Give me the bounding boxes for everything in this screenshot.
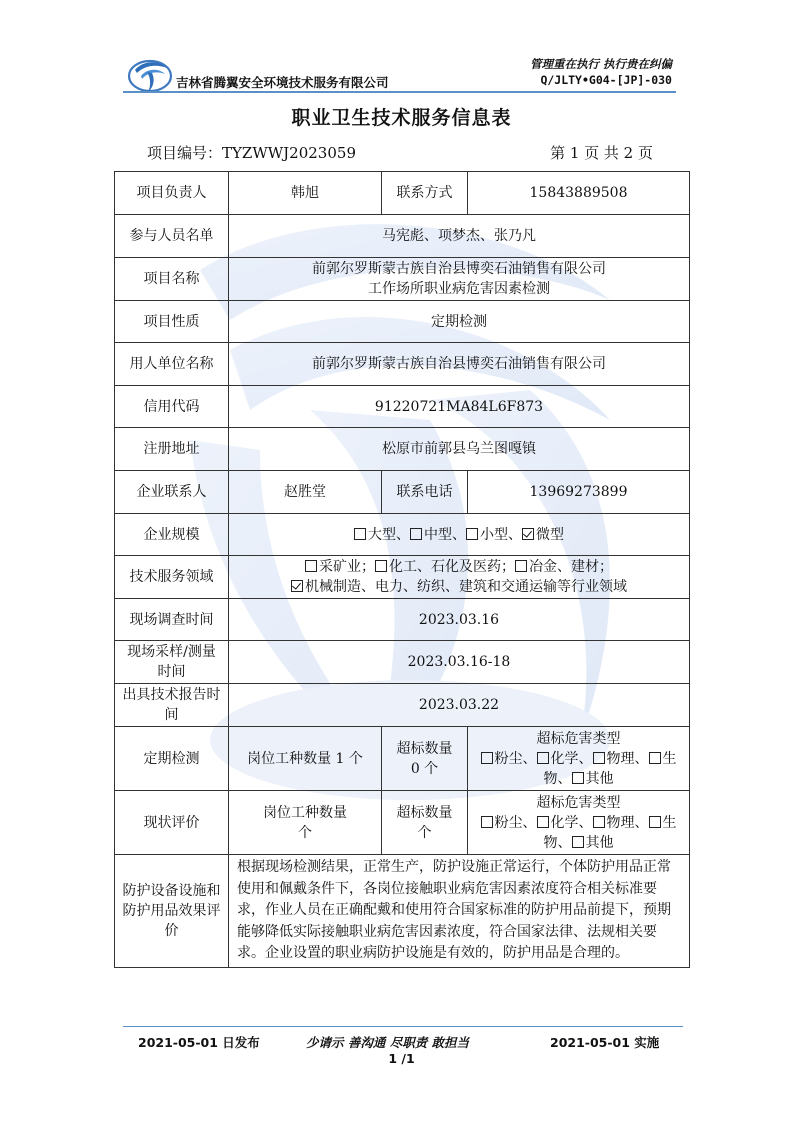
table-row bbox=[115, 641, 690, 684]
scale-medium-label: 中型、 bbox=[424, 526, 466, 543]
evaluation-label-line2: 防护用品效果评 bbox=[122, 902, 221, 919]
status-other-label: 其他 bbox=[585, 834, 614, 851]
status-posts-label: 岗位工种数量 bbox=[263, 804, 347, 821]
project-name-line1: 前郭尔罗斯蒙古族自治县博奕石油销售有限公司 bbox=[312, 261, 606, 277]
report-label-line2: 间 bbox=[164, 707, 179, 723]
report-label-line1: 出具技术报告时 bbox=[122, 687, 221, 703]
phone-value: 13969273899 bbox=[468, 471, 690, 514]
periodic-exceed-value: 0 个 bbox=[410, 760, 439, 777]
periodic-posts: 岗位工种数量 1 个 bbox=[229, 727, 382, 791]
evaluation-text: 根据现场检测结果，正常生产，防护设施正常运行，个体防护用品正常使用和佩戴条件下，各岗位接触职业病危害因素浓度符合相关标准要求，作业人员在正确配戴和使用符合国家标准的防护用品前提下，预期能够降低实际接触职业病危害因素浓度，符合国家法律、法规相关要求。企业设置的职业病防护设施是有效的，防护用品是合理的。 bbox=[229, 855, 690, 968]
periodic-dust-checkbox[interactable] bbox=[481, 752, 493, 764]
document-code: Q/JLTY•G04-[JP]-030 bbox=[540, 73, 672, 87]
periodic-label: 定期检测 bbox=[115, 727, 229, 791]
evaluation-label-line1: 防护设备设施和 bbox=[122, 882, 221, 899]
contact-value: 15843889508 bbox=[468, 172, 690, 215]
report-value: 2023.03.22 bbox=[229, 684, 690, 727]
nature-label: 项目性质 bbox=[115, 301, 229, 343]
project-name-value bbox=[229, 258, 690, 301]
periodic-exceed bbox=[382, 727, 468, 791]
status-exceed bbox=[382, 791, 468, 855]
scale-large-checkbox[interactable] bbox=[354, 528, 366, 540]
status-exceed-unit: 个 bbox=[417, 824, 432, 841]
table-row bbox=[115, 471, 690, 514]
table-row bbox=[115, 684, 690, 727]
nature-value: 定期检测 bbox=[229, 301, 690, 343]
evaluation-label-line3: 价 bbox=[164, 922, 179, 939]
header-motto: 管理重在执行 执行贵在纠偏 bbox=[529, 57, 672, 71]
table-row bbox=[115, 301, 690, 343]
status-hazard-types bbox=[468, 791, 690, 855]
scale-micro-label: 微型 bbox=[536, 526, 564, 543]
domain-mining-checkbox[interactable] bbox=[305, 560, 317, 572]
periodic-bio-label: 生 bbox=[662, 750, 677, 767]
domain-chemical-label: 化工、石化及医药； bbox=[389, 559, 515, 575]
credit-label: 信用代码 bbox=[115, 386, 229, 428]
table-row bbox=[115, 258, 690, 301]
table-row bbox=[115, 727, 690, 791]
survey-value: 2023.03.16 bbox=[229, 599, 690, 641]
page-number: 1 /1 bbox=[388, 1051, 415, 1066]
header-divider bbox=[123, 91, 676, 93]
status-chemical-label: 化学、 bbox=[550, 814, 593, 831]
table-row bbox=[115, 556, 690, 599]
status-physical-label: 物理、 bbox=[606, 814, 649, 831]
periodic-physical-label: 物理、 bbox=[606, 750, 649, 767]
scale-large-label: 大型、 bbox=[368, 526, 410, 543]
issue-date: 2021-05-01 日发布 bbox=[138, 1035, 260, 1050]
employer-value: 前郭尔罗斯蒙古族自治县博奕石油销售有限公司 bbox=[229, 343, 690, 386]
company-logo-icon bbox=[127, 54, 173, 94]
scale-micro-checkbox[interactable] bbox=[522, 528, 534, 540]
members-value: 马宪彪、项梦杰、张乃凡 bbox=[229, 215, 690, 258]
footer-motto: 少请示 善沟通 尽职责 敢担当 bbox=[306, 1035, 470, 1050]
status-bio-label-cont: 物、 bbox=[543, 834, 572, 851]
company-name: 吉林省腾翼安全环境技术服务有限公司 bbox=[176, 75, 389, 90]
periodic-bio-checkbox[interactable] bbox=[649, 752, 661, 764]
project-name-line2: 工作场所职业病危害因素检测 bbox=[368, 281, 550, 297]
table-row bbox=[115, 791, 690, 855]
info-table bbox=[114, 171, 690, 968]
page-info: 第 1 页 共 2 页 bbox=[550, 144, 653, 162]
footer-divider bbox=[123, 1026, 683, 1027]
survey-label: 现场调查时间 bbox=[115, 599, 229, 641]
periodic-physical-checkbox[interactable] bbox=[593, 752, 605, 764]
scale-small-checkbox[interactable] bbox=[466, 528, 478, 540]
sampling-label bbox=[115, 641, 229, 684]
scale-small-label: 小型、 bbox=[480, 526, 522, 543]
status-bio-checkbox[interactable] bbox=[649, 816, 661, 828]
table-row bbox=[115, 215, 690, 258]
periodic-hazard-types bbox=[468, 727, 690, 791]
address-value: 松原市前郭县乌兰图嘎镇 bbox=[229, 428, 690, 471]
domain-label: 技术服务领域 bbox=[115, 556, 229, 599]
employer-label: 用人单位名称 bbox=[115, 343, 229, 386]
table-row bbox=[115, 855, 690, 968]
status-bio-label: 生 bbox=[662, 814, 677, 831]
domain-options bbox=[229, 556, 690, 599]
periodic-exceed-label: 超标数量 bbox=[396, 740, 453, 757]
status-exceed-label: 超标数量 bbox=[396, 804, 453, 821]
status-posts-unit: 个 bbox=[298, 824, 312, 841]
leader-value: 韩旭 bbox=[229, 172, 382, 215]
domain-chemical-checkbox[interactable] bbox=[375, 560, 387, 572]
table-row bbox=[115, 172, 690, 215]
page-title: 职业卫生技术服务信息表 bbox=[291, 107, 512, 129]
table-row bbox=[115, 514, 690, 556]
periodic-hazard-title: 超标危害类型 bbox=[536, 730, 621, 747]
status-hazard-title: 超标危害类型 bbox=[536, 794, 621, 811]
status-dust-checkbox[interactable] bbox=[481, 816, 493, 828]
domain-machinery-checkbox[interactable] bbox=[291, 580, 303, 592]
periodic-other-checkbox[interactable] bbox=[572, 772, 584, 784]
enterprise-contact-value: 赵胜堂 bbox=[229, 471, 382, 514]
table-row bbox=[115, 343, 690, 386]
table-row bbox=[115, 599, 690, 641]
scale-label: 企业规模 bbox=[115, 514, 229, 556]
status-posts bbox=[229, 791, 382, 855]
sampling-label-line2: 时间 bbox=[157, 664, 186, 680]
effective-date: 2021-05-01 实施 bbox=[550, 1035, 660, 1050]
evaluation-label bbox=[115, 855, 229, 968]
scale-medium-checkbox[interactable] bbox=[410, 528, 422, 540]
leader-label: 项目负责人 bbox=[115, 172, 229, 215]
domain-machinery-label: 机械制造、电力、纺织、建筑和交通运输等行业领域 bbox=[305, 579, 627, 595]
status-other-checkbox[interactable] bbox=[572, 836, 584, 848]
periodic-chemical-label: 化学、 bbox=[550, 750, 593, 767]
status-dust-label: 粉尘、 bbox=[494, 814, 537, 831]
table-row bbox=[115, 428, 690, 471]
sampling-label-line1: 现场采样/测量 bbox=[127, 644, 216, 660]
periodic-chemical-checkbox[interactable] bbox=[537, 752, 549, 764]
members-label: 参与人员名单 bbox=[115, 215, 229, 258]
contact-label: 联系方式 bbox=[382, 172, 468, 215]
sampling-value: 2023.03.16-18 bbox=[229, 641, 690, 684]
status-chemical-checkbox[interactable] bbox=[537, 816, 549, 828]
phone-label: 联系电话 bbox=[382, 471, 468, 514]
enterprise-contact-label: 企业联系人 bbox=[115, 471, 229, 514]
periodic-other-label: 其他 bbox=[585, 770, 614, 787]
domain-metallurgy-checkbox[interactable] bbox=[515, 560, 527, 572]
project-name-label: 项目名称 bbox=[115, 258, 229, 301]
status-physical-checkbox[interactable] bbox=[593, 816, 605, 828]
project-number: 项目编号：TYZWWJ2023059 bbox=[147, 144, 356, 162]
address-label: 注册地址 bbox=[115, 428, 229, 471]
report-label bbox=[115, 684, 229, 727]
periodic-bio-label-cont: 物、 bbox=[543, 770, 572, 787]
scale-options bbox=[229, 514, 690, 556]
domain-metallurgy-label: 冶金、建材； bbox=[529, 559, 613, 575]
domain-mining-label: 采矿业； bbox=[319, 559, 375, 575]
credit-value: 91220721MA84L6F873 bbox=[229, 386, 690, 428]
table-row bbox=[115, 386, 690, 428]
periodic-dust-label: 粉尘、 bbox=[494, 750, 537, 767]
status-label: 现状评价 bbox=[115, 791, 229, 855]
